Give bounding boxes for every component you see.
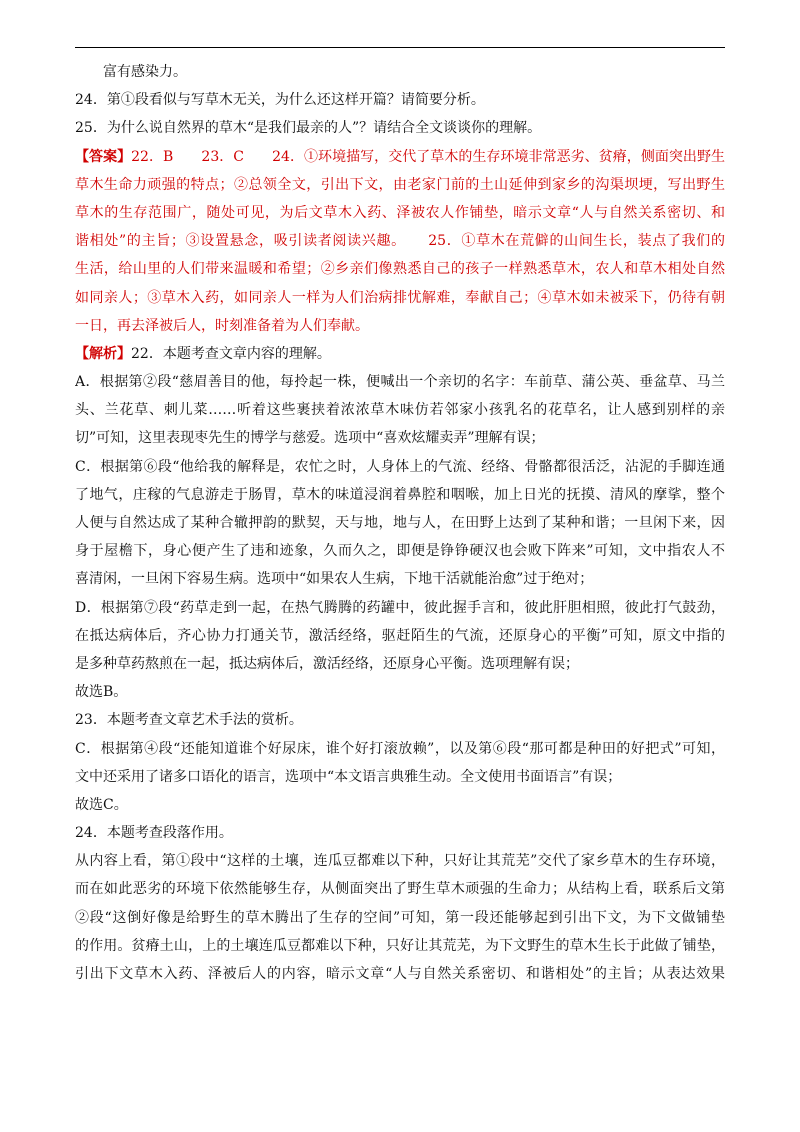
analysis-line: C．根据第⑥段“他给我的解释是，农忙之时，人身体上的气流、经络、骨骼都很活泛，沾泥的手脚连通: [75, 458, 725, 475]
question-25: 25．为什么说自然界的草木“是我们最亲的人”？请结合全文谈谈你的理解。: [75, 120, 542, 137]
analysis-line: 是多种草药熬煎在一起，抵达病体后，激活经络，还原身心平衡。选项理解有误；: [75, 655, 579, 672]
analysis-line: 了地气，庄稼的气息游走于肠胃，草木的味道浸润着鼻腔和咽喉，加上日光的抚摸、清风的摩挲，整个: [75, 486, 725, 503]
document-body: [75, 58, 725, 988]
answer-line-4: 生活，给山里的人们带来温暖和希望；②乡亲们像熟悉自己的孩子一样熟悉草木，农人和草木相处自然: [75, 261, 725, 278]
header-rule: [75, 47, 725, 48]
analysis-line: 而在如此恶劣的环境下依然能够生存，从侧面突出了野生草木顽强的生命力；从结构上看，联系后文第: [75, 881, 725, 898]
analysis-line: 故选C。: [75, 796, 128, 813]
analysis-line: ②段“这倒好像是给野生的草木腾出了生存的空间”可知，第一段还能够起到引出下文，为下文做铺垫: [75, 909, 725, 926]
analysis-line: 的作用。贫瘠土山，上的土壤连瓜豆都难以下种，只好让其荒芜，为下文野生的草木生长于此做了铺垫，: [75, 937, 725, 954]
answer-label: 【答案】: [75, 148, 132, 165]
analysis-line: 在抵达病体后，齐心协力打通关节，激活经络，驱赶陌生的气流，还原身心的平衡”可知，原文中指的: [75, 627, 725, 644]
answer-line-3: 谐相处”的主旨；③设置悬念，吸引读者阅读兴趣。 25．①草木在荒僻的山间生长，装点了我们的: [75, 233, 725, 250]
question-24: 24．第①段看似与写草木无关，为什么还这样开篇？请简要分析。: [75, 92, 485, 109]
analysis-line: 故选B。: [75, 684, 128, 701]
answer-line-0: 【答案】22．B 23．C 24．①环境描写，交代了草木的生存环境非常恶劣、贫瘠，侧面突出野生: [75, 148, 725, 165]
answer-line-2: 草木的生存范围广，随处可见，为后文草木入药、泽被农人作铺垫，暗示文章“人与自然关系密切、和: [75, 204, 725, 221]
analysis-line: 24．本题考查段落作用。: [75, 825, 233, 842]
analysis-line: 人便与自然达成了某种合辙押韵的默契，天与地，地与人，在田野上达到了某种和谐；一旦闲下来，因: [75, 515, 725, 531]
answer-line-5: 如同亲人；③草木入药，如同亲人一样为人们治病排忧解难，奉献自己；④草木如未被采下，仍待有朝: [75, 289, 725, 306]
analysis-line: 头、兰花草、刺儿菜……听着这些裹挟着浓浓草木味仿若邻家小孩乳名的花草名，让人感到别样的亲: [75, 402, 725, 419]
analysis-line-first: 【解析】22．本题考查文章内容的理解。: [75, 345, 331, 362]
analysis-label: 【解析】: [75, 345, 131, 362]
analysis-line: 文中还采用了诸多口语化的语言，选项中“本文语言典雅生动。全文使用书面语言”有误；: [75, 768, 622, 785]
analysis-line: A．根据第②段“慈眉善目的他，每拎起一株，便喊出一个亲切的名字：车前草、蒲公英、垂盆草、马兰: [75, 374, 725, 391]
answer-line-6: 一日，再去泽被后人，时刻准备着为人们奉献。: [75, 317, 369, 334]
analysis-line: 23．本题考查文章艺术手法的赏析。: [75, 712, 303, 729]
analysis-line: 引出下文草木入药、泽被后人的内容，暗示文章“人与自然关系密切、和谐相处”的主旨；从表达效果: [75, 966, 725, 982]
analysis-line: 身于屋檐下，身心便产生了违和迹象，久而久之，即便是铮铮硬汉也会败下阵来”可知，文中指农人不: [75, 543, 725, 560]
answer-line-1: 草木生命力顽强的特点；②总领全文，引出下文，由老家门前的土山延伸到家乡的沟渠坝埂，写出野生: [75, 176, 725, 193]
analysis-line: 喜清闲，一旦闲下容易生病。选项中“如果农人生病，下地干活就能治愈”过于绝对；: [75, 571, 594, 588]
analysis-line: D．根据第⑦段“药草走到一起，在热气腾腾的药罐中，彼此握手言和，彼此肝胆相照，彼此打气鼓劲，: [75, 599, 725, 616]
analysis-line: 切”可知，这里表现枣先生的博学与慈爱。选项中“喜欢炫耀卖弄”理解有误；: [75, 430, 545, 447]
intro-line: 富有感染力。: [103, 64, 187, 80]
analysis-line: 从内容上看，第①段中“这样的土壤，连瓜豆都难以下种，只好让其荒芜”交代了家乡草木的生存环境，: [75, 853, 725, 870]
analysis-line: C．根据第④段“还能知道谁个好尿床，谁个好打滚放赖”，以及第⑥段“那可都是种田的好把式”可知，: [75, 740, 725, 757]
